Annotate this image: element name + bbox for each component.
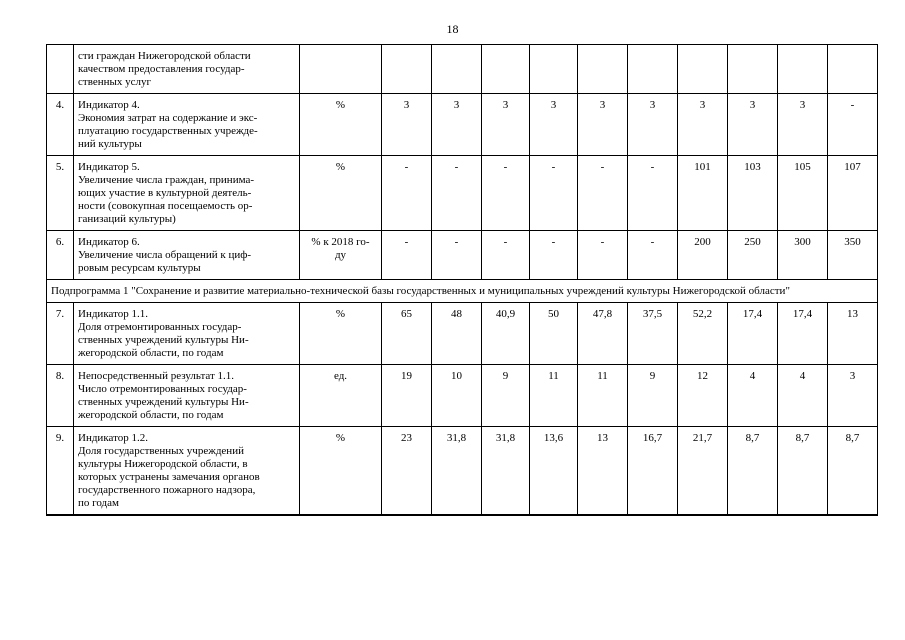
value-cell: - [530,156,578,231]
value-cell: 3 [482,94,530,156]
value-cell: - [530,231,578,280]
value-cell: 300 [778,231,828,280]
value-cell: 50 [530,303,578,365]
value-cell: 10 [432,365,482,427]
value-cell: 250 [728,231,778,280]
value-cell: - [578,156,628,231]
value-cell: 47,8 [578,303,628,365]
value-cell: 3 [578,94,628,156]
unit-cell [300,45,382,94]
table-row [47,303,878,365]
description-line: Увеличение числа граждан, принима- [78,174,255,186]
value-cell: 16,7 [628,427,678,516]
unit-cell: ед. [300,365,382,427]
value-cell: 12 [678,365,728,427]
value-cell: 40,9 [482,303,530,365]
indicators-table [46,44,878,516]
value-cell: 8,7 [728,427,778,516]
value-cell [432,45,482,94]
value-cell [778,45,828,94]
value-cell: 107 [828,156,878,231]
subprogram-row [47,280,878,303]
table-row [47,365,878,427]
value-cell: - [628,156,678,231]
value-cell: 9 [482,365,530,427]
value-cell: 11 [530,365,578,427]
value-cell: 52,2 [678,303,728,365]
value-cell: 31,8 [432,427,482,516]
description-line: Непосредственный результат 1.1. [78,370,235,382]
description-line: ющих участие в культурной деятель- [78,187,252,199]
indicator-description [74,94,300,156]
row-number: 8. [47,365,74,427]
value-cell: 8,7 [828,427,878,516]
unit-cell: % [300,94,382,156]
value-cell: - [578,231,628,280]
value-cell: 101 [678,156,728,231]
description-line: ности (совокупная посещаемость ор- [78,200,253,212]
description-line: культуры Нижегородской области, в [78,458,248,470]
value-cell: 103 [728,156,778,231]
value-cell [482,45,530,94]
description-line: ганизаций культуры) [78,213,176,225]
subprogram-section [47,280,878,303]
description-line: Число отремонтированных государ- [78,383,247,395]
value-cell: 8,7 [778,427,828,516]
value-cell [530,45,578,94]
description-line: Индикатор 5. [78,161,140,173]
description-line: сти граждан Нижегородской области [78,50,251,62]
value-cell: - [382,231,432,280]
value-cell: 17,4 [728,303,778,365]
description-line: ровым ресурсам культуры [78,262,201,274]
value-cell: 3 [778,94,828,156]
indicator-description [74,156,300,231]
table-row [47,45,878,94]
description-line: ственных учреждений культуры Ни- [78,334,249,346]
value-cell: - [432,156,482,231]
value-cell: 3 [530,94,578,156]
value-cell: - [828,94,878,156]
description-line: Индикатор 6. [78,236,140,248]
description-line: ственных учреждений культуры Ни- [78,396,249,408]
value-cell: - [432,231,482,280]
value-cell: 3 [628,94,678,156]
value-cell: 3 [728,94,778,156]
unit-cell: % [300,303,382,365]
value-cell: 21,7 [678,427,728,516]
value-cell: 13 [578,427,628,516]
value-cell: 4 [728,365,778,427]
description-line: Индикатор 1.1. [78,308,149,320]
indicator-description [74,303,300,365]
description-line: плуатацию государственных учрежде- [78,125,258,137]
description-line: по годам [78,497,119,509]
value-cell: 37,5 [628,303,678,365]
value-cell: 9 [628,365,678,427]
value-cell: 11 [578,365,628,427]
value-cell: - [382,156,432,231]
value-cell: 3 [382,94,432,156]
row-number: 5. [47,156,74,231]
description-line: ственных услуг [78,76,151,88]
value-cell: 17,4 [778,303,828,365]
value-cell: 19 [382,365,432,427]
unit-cell: % [300,156,382,231]
table-row [47,156,878,231]
table-row [47,94,878,156]
row-number [47,45,74,94]
indicator-description [74,231,300,280]
description-line: Индикатор 4. [78,99,140,111]
table-row [47,427,878,516]
value-cell: 23 [382,427,432,516]
indicator-description [74,45,300,94]
value-cell: - [482,231,530,280]
value-cell [678,45,728,94]
description-line: Доля отремонтированных государ- [78,321,242,333]
value-cell [628,45,678,94]
value-cell: 13 [828,303,878,365]
value-cell: - [482,156,530,231]
row-number: 4. [47,94,74,156]
row-number: 6. [47,231,74,280]
description-line: Индикатор 1.2. [78,432,149,444]
value-cell [828,45,878,94]
description-line: ний культуры [78,138,142,150]
unit-cell: % [300,427,382,516]
value-cell: 3 [828,365,878,427]
value-cell [578,45,628,94]
description-line: качеством предоставления государ- [78,63,245,75]
row-number: 9. [47,427,74,516]
value-cell: 4 [778,365,828,427]
subprogram-title: Подпрограмма 1 "Сохранение и развитие материально-технической базы государственных и муниципальных учреждений культуры Нижегородской области" [47,280,878,303]
value-cell: 3 [678,94,728,156]
table-body-top [47,45,878,280]
indicator-description [74,365,300,427]
value-cell: 31,8 [482,427,530,516]
value-cell: 105 [778,156,828,231]
unit-cell: % к 2018 го- ду [300,231,382,280]
value-cell: - [628,231,678,280]
value-cell: 3 [432,94,482,156]
value-cell [382,45,432,94]
page-number: 18 [446,22,459,36]
value-cell [728,45,778,94]
table-row [47,231,878,280]
value-cell: 48 [432,303,482,365]
description-line: Увеличение числа обращений к циф- [78,249,252,261]
description-line: жегородской области, по годам [78,409,224,421]
value-cell: 65 [382,303,432,365]
table-body-bottom [47,303,878,516]
description-line: государственного пожарного надзора, [78,484,256,496]
description-line: жегородской области, по годам [78,347,224,359]
description-line: Доля государственных учреждений [78,445,244,457]
value-cell: 13,6 [530,427,578,516]
value-cell: 200 [678,231,728,280]
value-cell: 350 [828,231,878,280]
description-line: которых устранены замечания органов [78,471,260,483]
row-number: 7. [47,303,74,365]
indicator-description [74,427,300,516]
description-line: Экономия затрат на содержание и экс- [78,112,258,124]
